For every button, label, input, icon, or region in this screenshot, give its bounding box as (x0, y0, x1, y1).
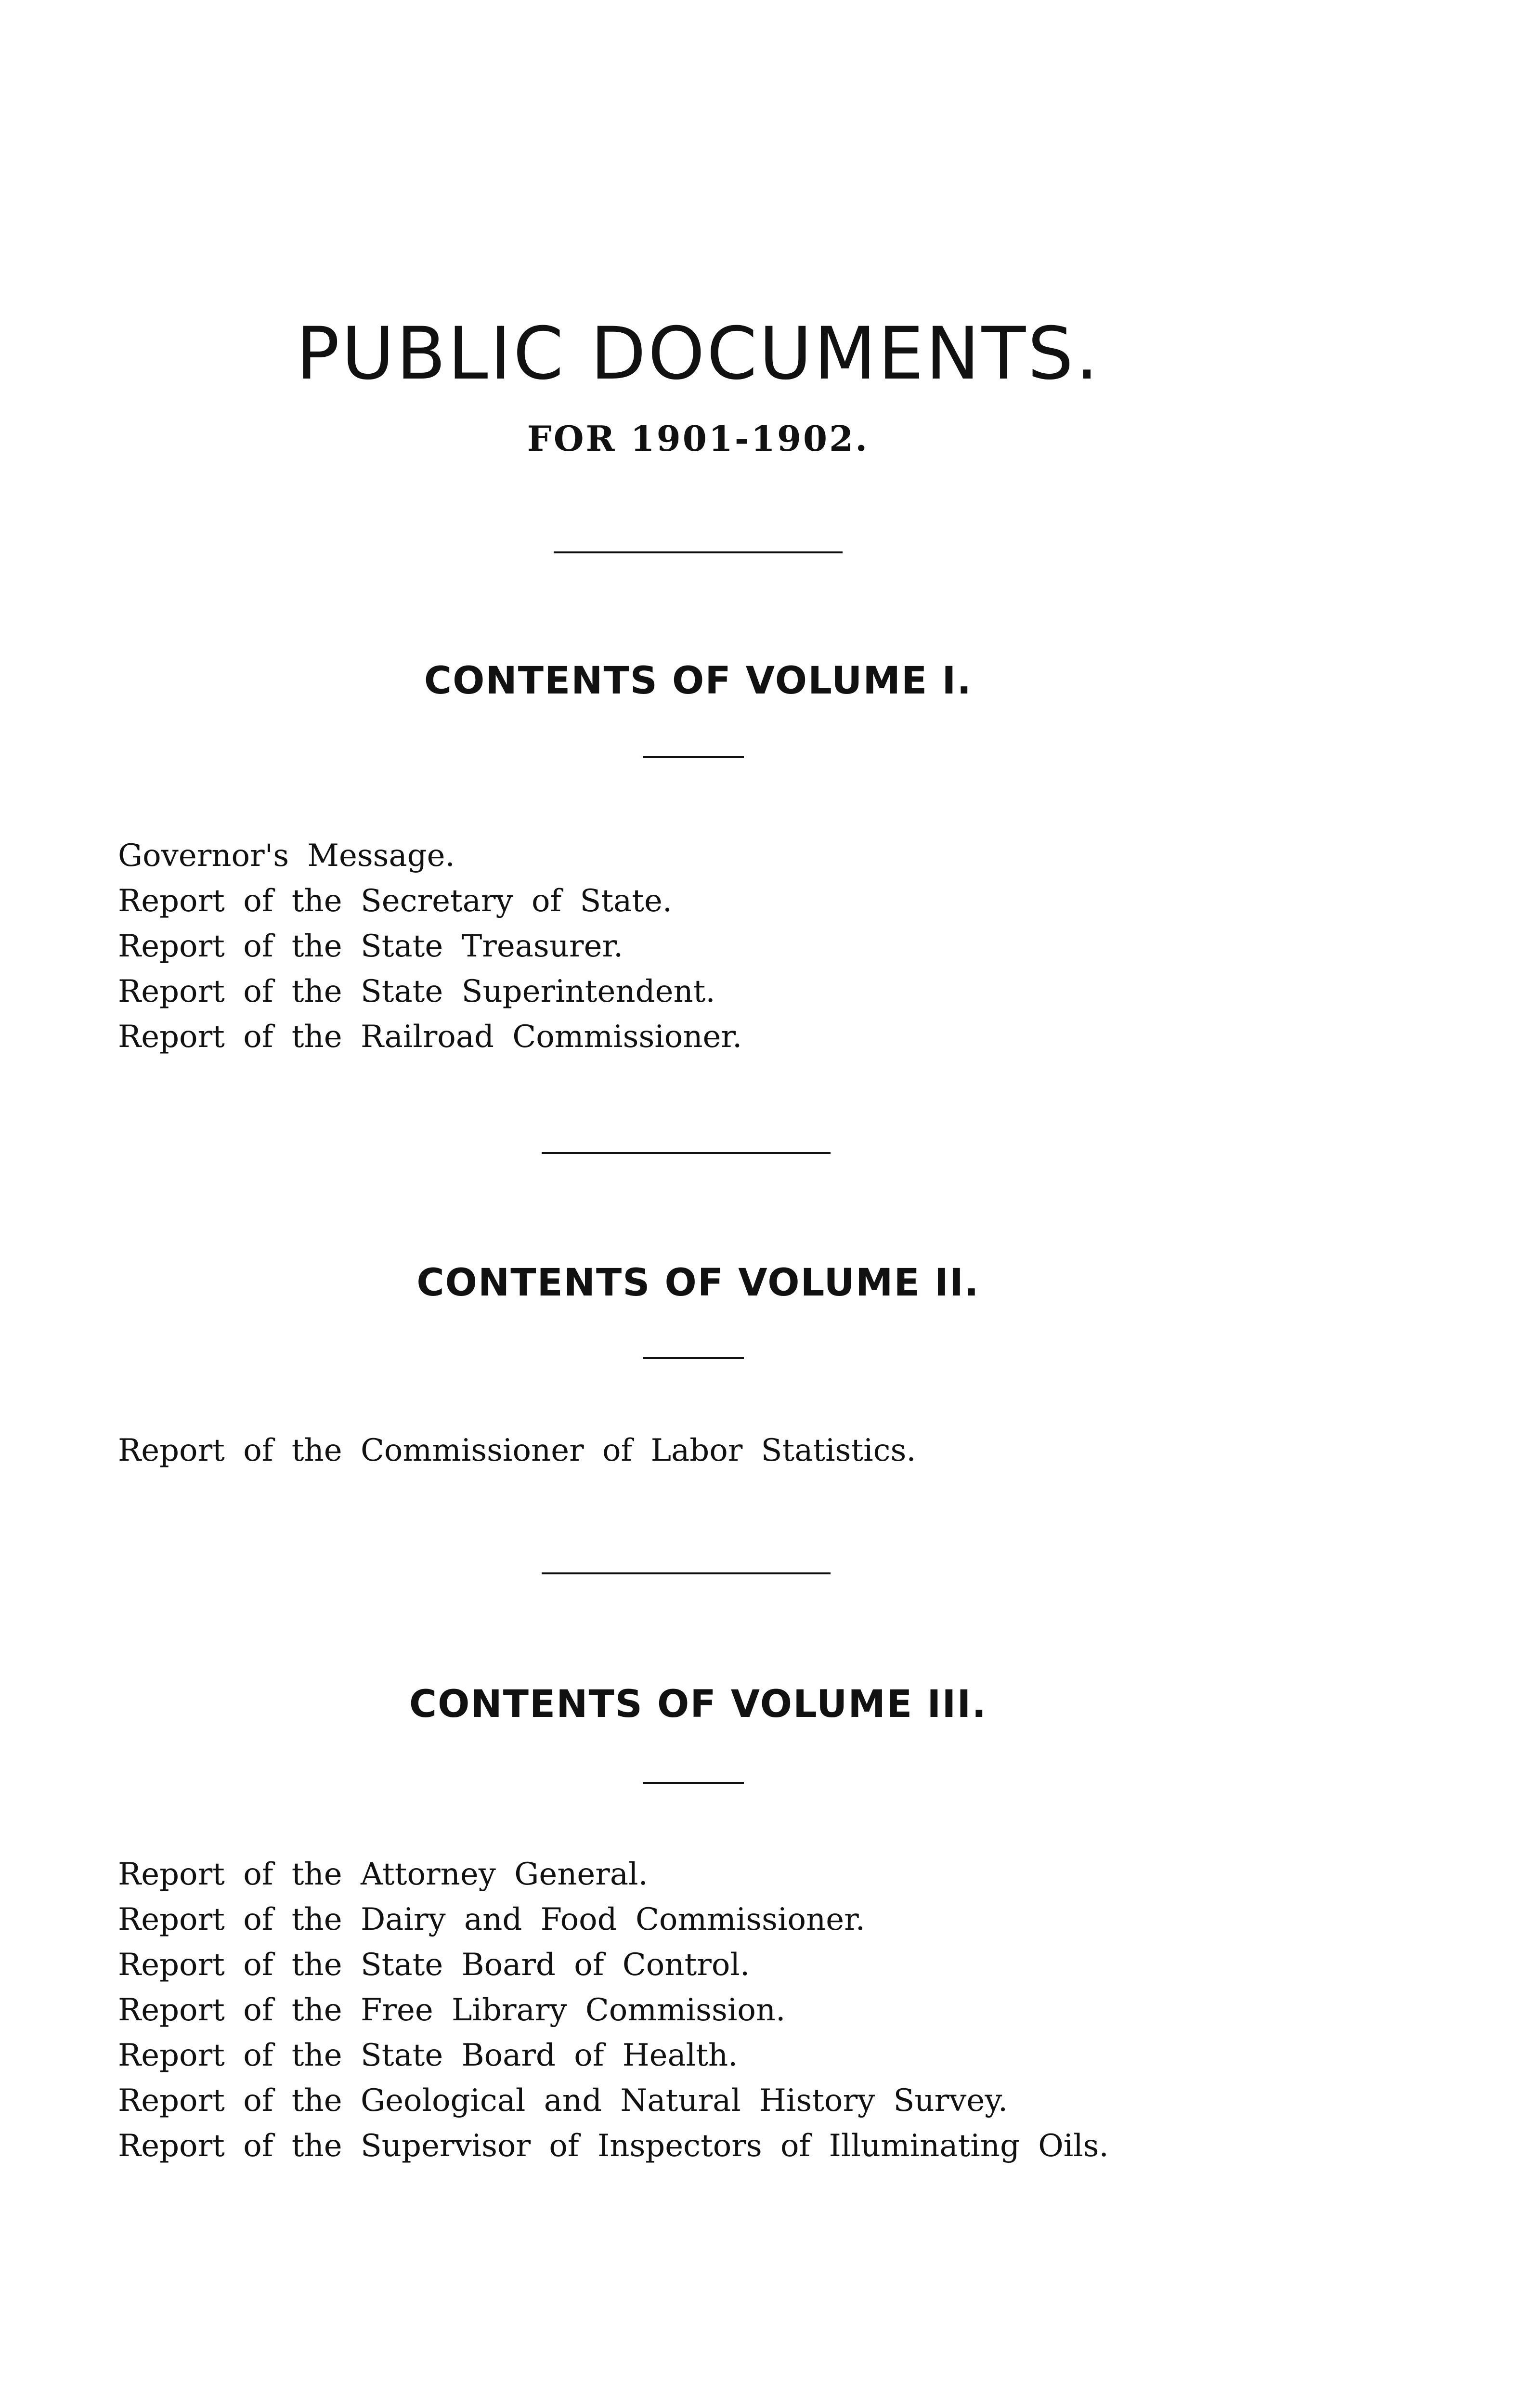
list-item: Report of the Railroad Commissioner. (118, 1019, 742, 1055)
divider-rule-short (643, 756, 744, 758)
list-item: Report of the Attorney General. (118, 1857, 648, 1892)
volume-2-heading: CONTENTS OF VOLUME II. (416, 1261, 980, 1305)
list-item: Report of the State Superintendent. (118, 974, 715, 1009)
list-item: Report of the Dairy and Food Commissioner. (118, 1902, 865, 1937)
list-item: Report of the State Board of Health. (118, 2038, 738, 2073)
divider-rule-short (643, 1357, 744, 1359)
list-item: Report of the Geological and Natural History Survey. (118, 2083, 1008, 2119)
divider-rule (542, 1152, 831, 1154)
volume-1-entry-list (118, 833, 742, 1060)
divider-rule (542, 1572, 831, 1574)
list-item: Report of the Supervisor of Inspectors of Illuminating Oils. (118, 2128, 1109, 2164)
page-title: PUBLIC DOCUMENTS. (296, 312, 1101, 396)
volume-3-heading: CONTENTS OF VOLUME III. (409, 1683, 987, 1726)
volume-3-entry-list (118, 1852, 1109, 2169)
list-item: Report of the State Board of Control. (118, 1947, 750, 1983)
volume-1-heading: CONTENTS OF VOLUME I. (424, 659, 973, 703)
page-subtitle: FOR 1901-1902. (527, 418, 870, 459)
list-item: Report of the Free Library Commission. (118, 1992, 786, 2028)
divider-rule-short (643, 1782, 744, 1784)
divider-rule (554, 551, 843, 553)
list-item: Report of the Secretary of State. (118, 883, 673, 919)
list-item: Report of the Commissioner of Labor Statistics. (118, 1433, 916, 1468)
volume-2-entry-list (118, 1428, 916, 1473)
list-item: Governor's Message. (118, 838, 455, 874)
list-item: Report of the State Treasurer. (118, 929, 624, 964)
